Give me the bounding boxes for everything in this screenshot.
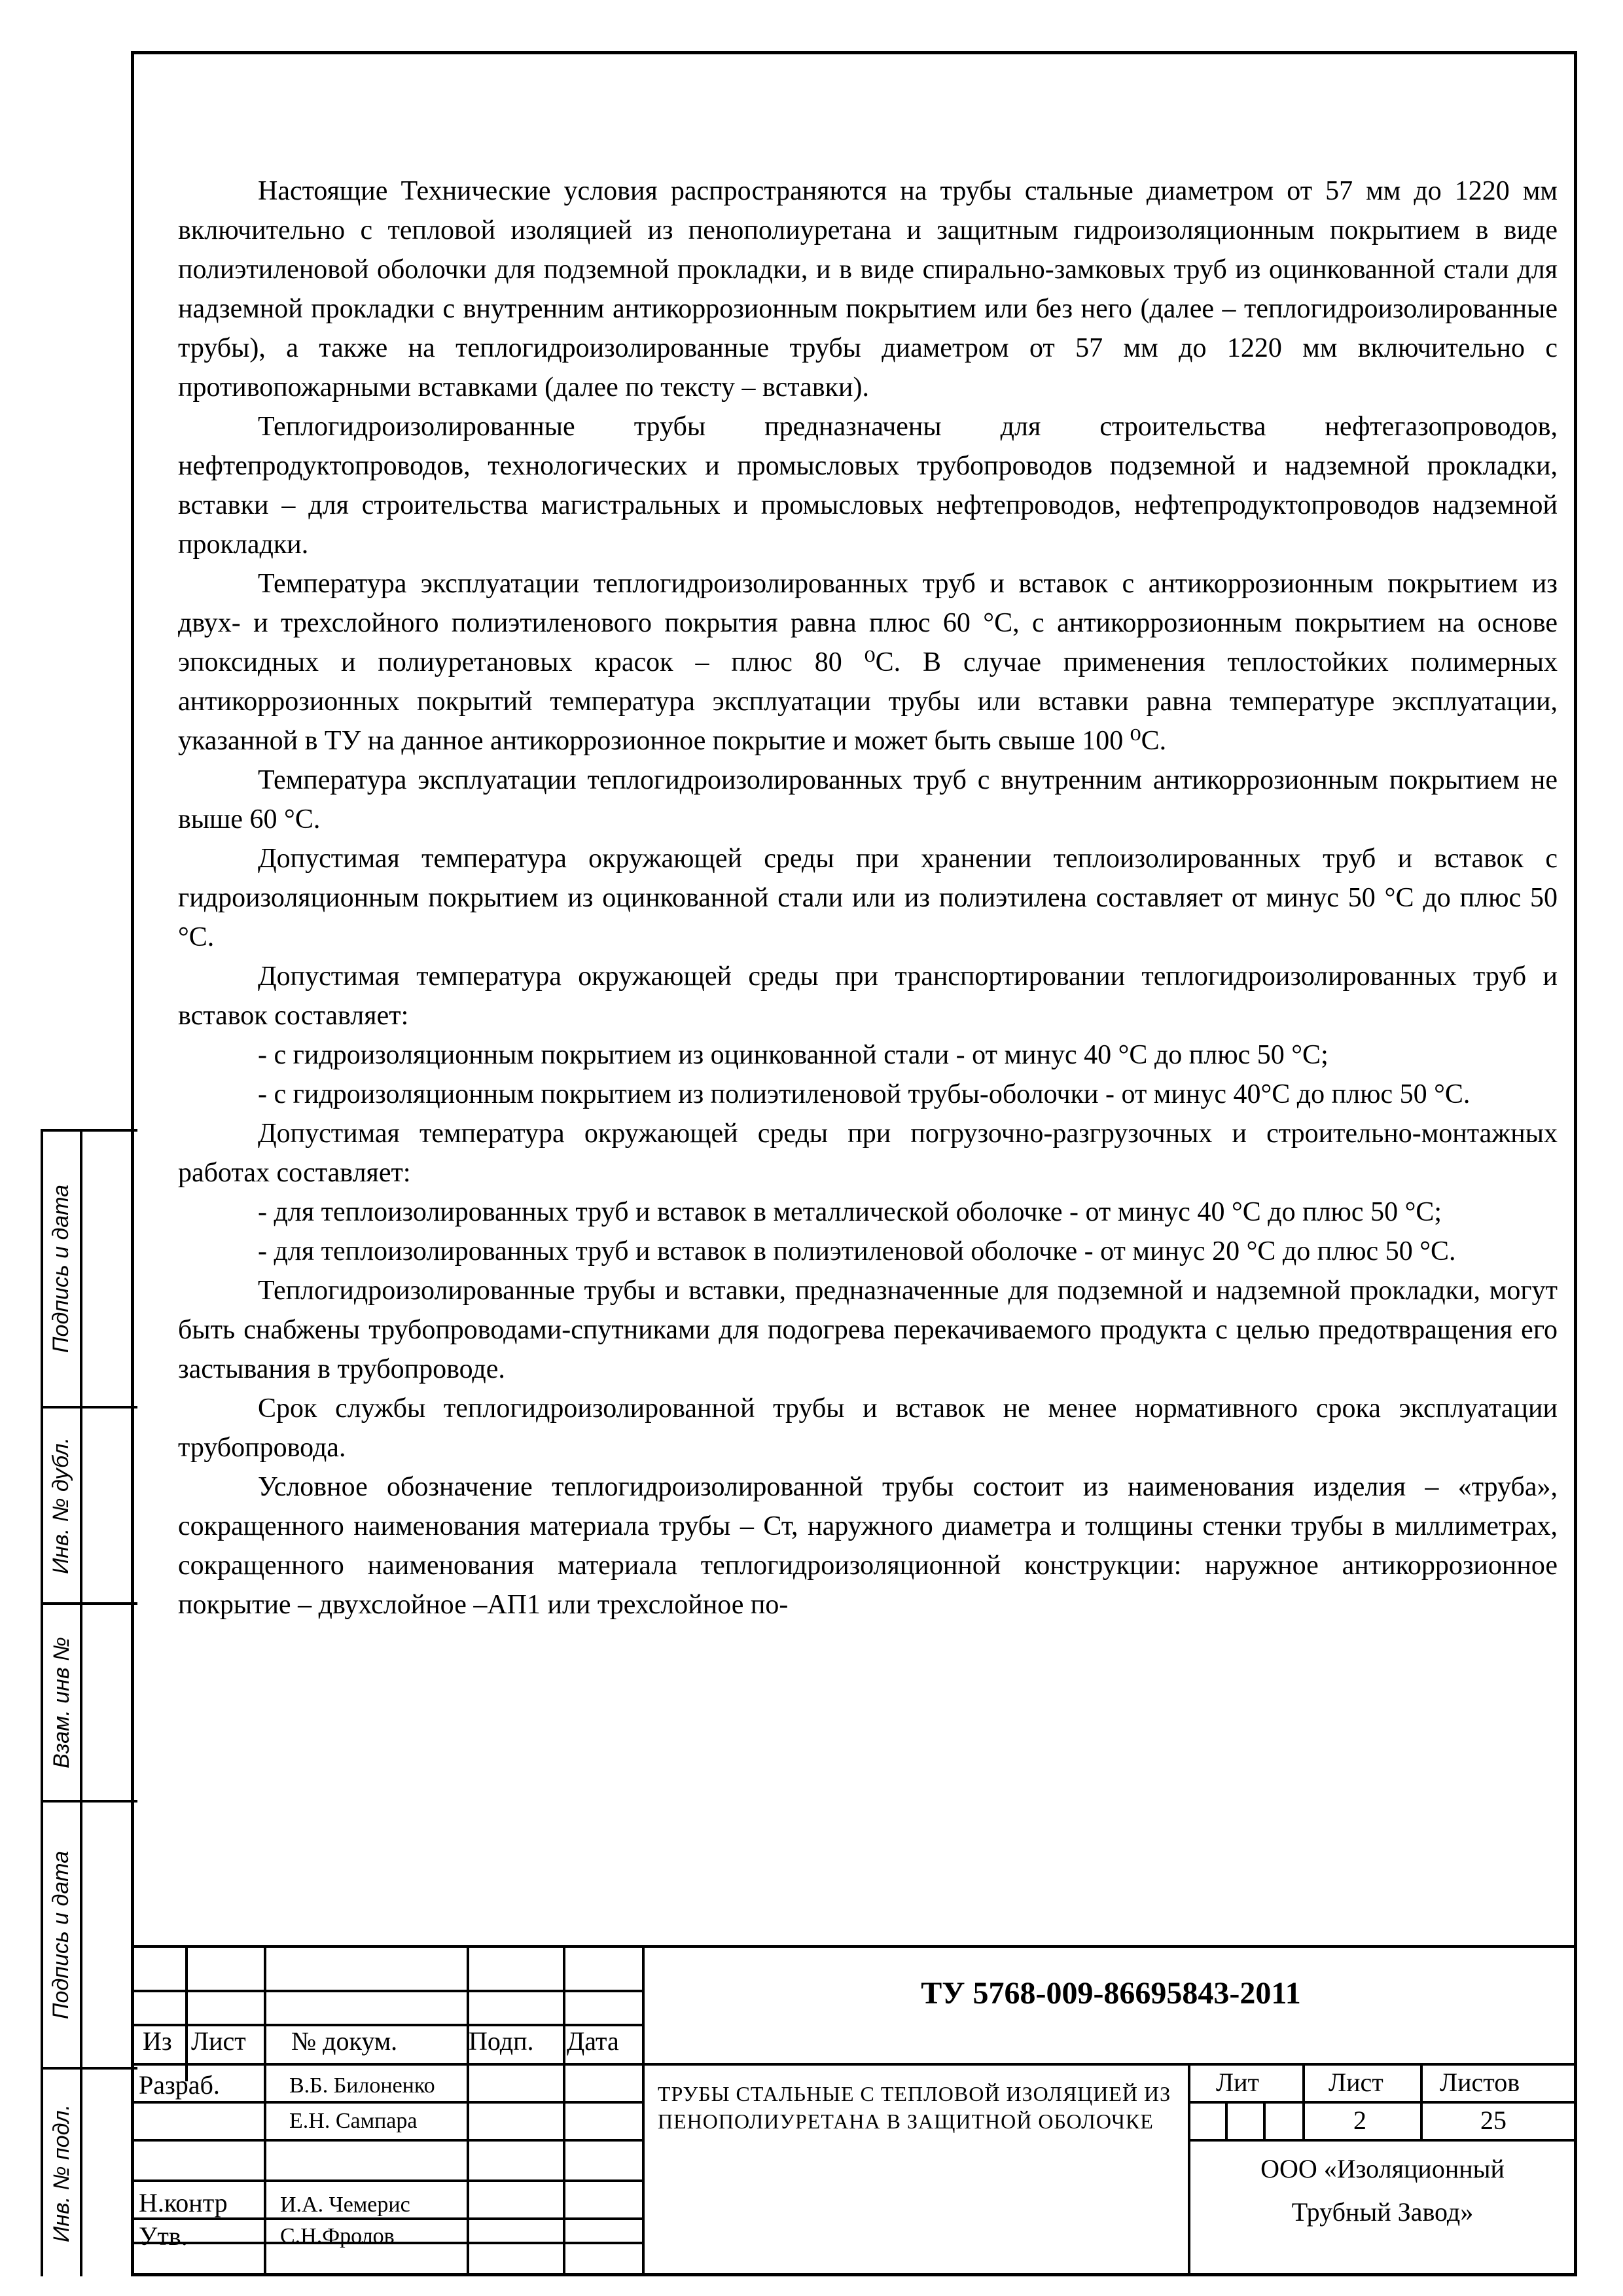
paragraph-inner-coating-temp: Температура эксплуатации теплогидроизолированных труб с внутренним антикоррозионным покрытием не выше 60 °С.: [178, 765, 1558, 834]
list-item-pe-shell: - для теплоизолированных труб и вставок в полиэтиленовой оболочке - от минус 20 °С до плюс 50 °С.: [258, 1236, 1456, 1266]
paragraph-transport-temp: Допустимая температура окружающей среды при транспортировании теплогидроизолированных труб и вставок составляет:: [178, 961, 1558, 1031]
sheets-label: Листов: [1440, 2068, 1520, 2097]
list-item-metal-shell: - для теплоизолированных труб и вставок в металлической оболочке - от минус 40 °С до плюс 50 °С;: [258, 1197, 1442, 1227]
document-number: ТУ 5768-009-86695843-2011: [921, 1976, 1301, 2011]
side-label-inv-podl: Инв. № подл.: [48, 2104, 74, 2242]
name-developer-1: В.Б. Билоненко: [289, 2073, 435, 2098]
header-doc-no: № докум.: [291, 2026, 398, 2056]
tb-line: [185, 1945, 188, 2081]
document-body: [178, 171, 1558, 1624]
tb-line: [563, 1945, 565, 2276]
tb-line: [1420, 2063, 1423, 2139]
document-title: ТРУБЫ СТАЛЬНЫЕ С ТЕПЛОВОЙ ИЗОЛЯЦИЕЙ ИЗ ПЕНОПОЛИУРЕТАНА В ЗАЩИТНОЙ ОБОЛОЧКЕ: [658, 2082, 1171, 2133]
header-iz: Из: [143, 2026, 172, 2056]
paragraph-storage-temp: Допустимая температура окружающей среды при хранении теплоизолированных труб и вставок с гидроизоляционным покрытием из оцинкованной стали или из полиэтилена составляет от минус 50 °С до плюс 50 °С.: [178, 844, 1558, 952]
side-label-vzam-inv: Взам. инв №: [48, 1636, 74, 1768]
name-developer-2: Е.Н. Сампара: [289, 2109, 418, 2133]
name-approved: С.Н.Фролов: [280, 2224, 395, 2248]
paragraph-service-life: Срок службы теплогидроизолированной трубы и вставок не менее нормативного срока эксплуатации трубопровода.: [178, 1393, 1558, 1463]
paragraph-operating-temp: Температура эксплуатации теплогидроизолированных труб и вставок с антикоррозионным покрытием из двух- и трехслойного полиэтиленового покрытия равна плюс 60 °С, с антикоррозионным покрытием на основе эпоксидных и полиуретановых красок – плюс 80 ⁰С. В случае применения теплостойких полимерных антикоррозионных покрытий температура эксплуатации трубы или вставки равна температуре эксплуатации, указанной в ТУ на данное антикоррозионное покрытие и может быть свыше 100 ⁰С.: [178, 569, 1558, 756]
header-date: Дата: [567, 2026, 619, 2056]
company-name-line1: ООО «Изоляционный: [1260, 2154, 1505, 2183]
sheets-value: 25: [1480, 2106, 1507, 2135]
tb-line: [131, 2139, 645, 2142]
lit-label: Лит: [1216, 2068, 1260, 2097]
tb-line: [1225, 2101, 1228, 2139]
sheet-label: Лист: [1329, 2068, 1383, 2097]
role-norm-control: Н.контр: [139, 2188, 228, 2217]
header-list: Лист: [191, 2026, 246, 2056]
tb-line: [131, 2101, 645, 2104]
tb-line: [1302, 2063, 1305, 2139]
paragraph-scope: Настоящие Технические условия распространяются на трубы стальные диаметром от 57 мм до 1220 мм включительно с тепловой изоляцией из пенополиуретана и защитным гидроизоляционным покрытием в виде полиэтиленовой оболочки для подземной прокладки, и в виде спирально-замковых труб из оцинкованной стали для надземной прокладки с внутренним антикоррозионным покрытием или без него (далее – теплогидроизолированные трубы), а также на теплогидроизолированные трубы диаметром от 57 мм до 1220 мм включительно с противопожарными вставками (далее по тексту – вставки).: [178, 176, 1558, 403]
tb-line: [1188, 2101, 1577, 2104]
company-name-line2: Трубный Завод»: [1291, 2197, 1474, 2227]
tb-line: [131, 1945, 1577, 1948]
paragraph-purpose: Теплогидроизолированные трубы предназначены для строительства нефтегазопроводов, нефтепродуктопроводов, технологических и промысловых трубопроводов подземной и надземной прокладки, вставки – для строительства магистральных и промысловых нефтепроводов, нефтепродуктопроводов надземной прокладки.: [178, 412, 1558, 560]
role-developer: Разраб.: [139, 2070, 220, 2100]
side-label-signature-date: Подпись и дата: [48, 1184, 74, 1354]
side-label-inv-dubl: Инв. № дубл.: [48, 1437, 74, 1574]
paragraph-designation: Условное обозначение теплогидроизолированной трубы состоит из наименования изделия – «труба», сокращенного наименования материала трубы – Ст, наружного диаметра и толщины стенки трубы в миллиметрах, сокращенного наименования материала теплогидроизоляционной конструкции: наружное антикоррозионное покрытие – двухслойное –АП1 или трехслойное по-: [178, 1472, 1558, 1620]
tb-line: [1263, 2101, 1266, 2139]
paragraph-loading-temp: Допустимая температура окружающей среды при погрузочно-разгрузочных и строительно-монтажных работах составляет:: [178, 1119, 1558, 1188]
header-signature: Подп.: [469, 2026, 534, 2056]
sheet-value: 2: [1353, 2106, 1366, 2135]
tb-line: [131, 2063, 1577, 2066]
list-item-galvanized: - с гидроизоляционным покрытием из оцинкованной стали - от минус 40 °С до плюс 50 °С;: [258, 1040, 1329, 1070]
paragraph-satellite-pipes: Теплогидроизолированные трубы и вставки, предназначенные для подземной и надземной прокладки, могут быть снабжены трубопроводами-спутниками для подогрева перекачиваемого продукта с целью предотвращения его застывания в трубопроводе.: [178, 1276, 1558, 1384]
tb-line: [131, 1990, 645, 1992]
tb-line: [467, 1945, 469, 2276]
name-norm-control: И.А. Чемерис: [280, 2193, 410, 2217]
role-approved: Утв.: [139, 2221, 188, 2251]
tb-line: [131, 2179, 645, 2182]
side-label-signature-date-2: Подпись и дата: [48, 1850, 74, 2019]
list-item-polyethylene: - с гидроизоляционным покрытием из полиэтиленовой трубы-оболочки - от минус 40°С до плюс 50 °С.: [258, 1079, 1471, 1109]
tb-line: [1188, 2139, 1577, 2142]
tb-line: [264, 1945, 266, 2276]
